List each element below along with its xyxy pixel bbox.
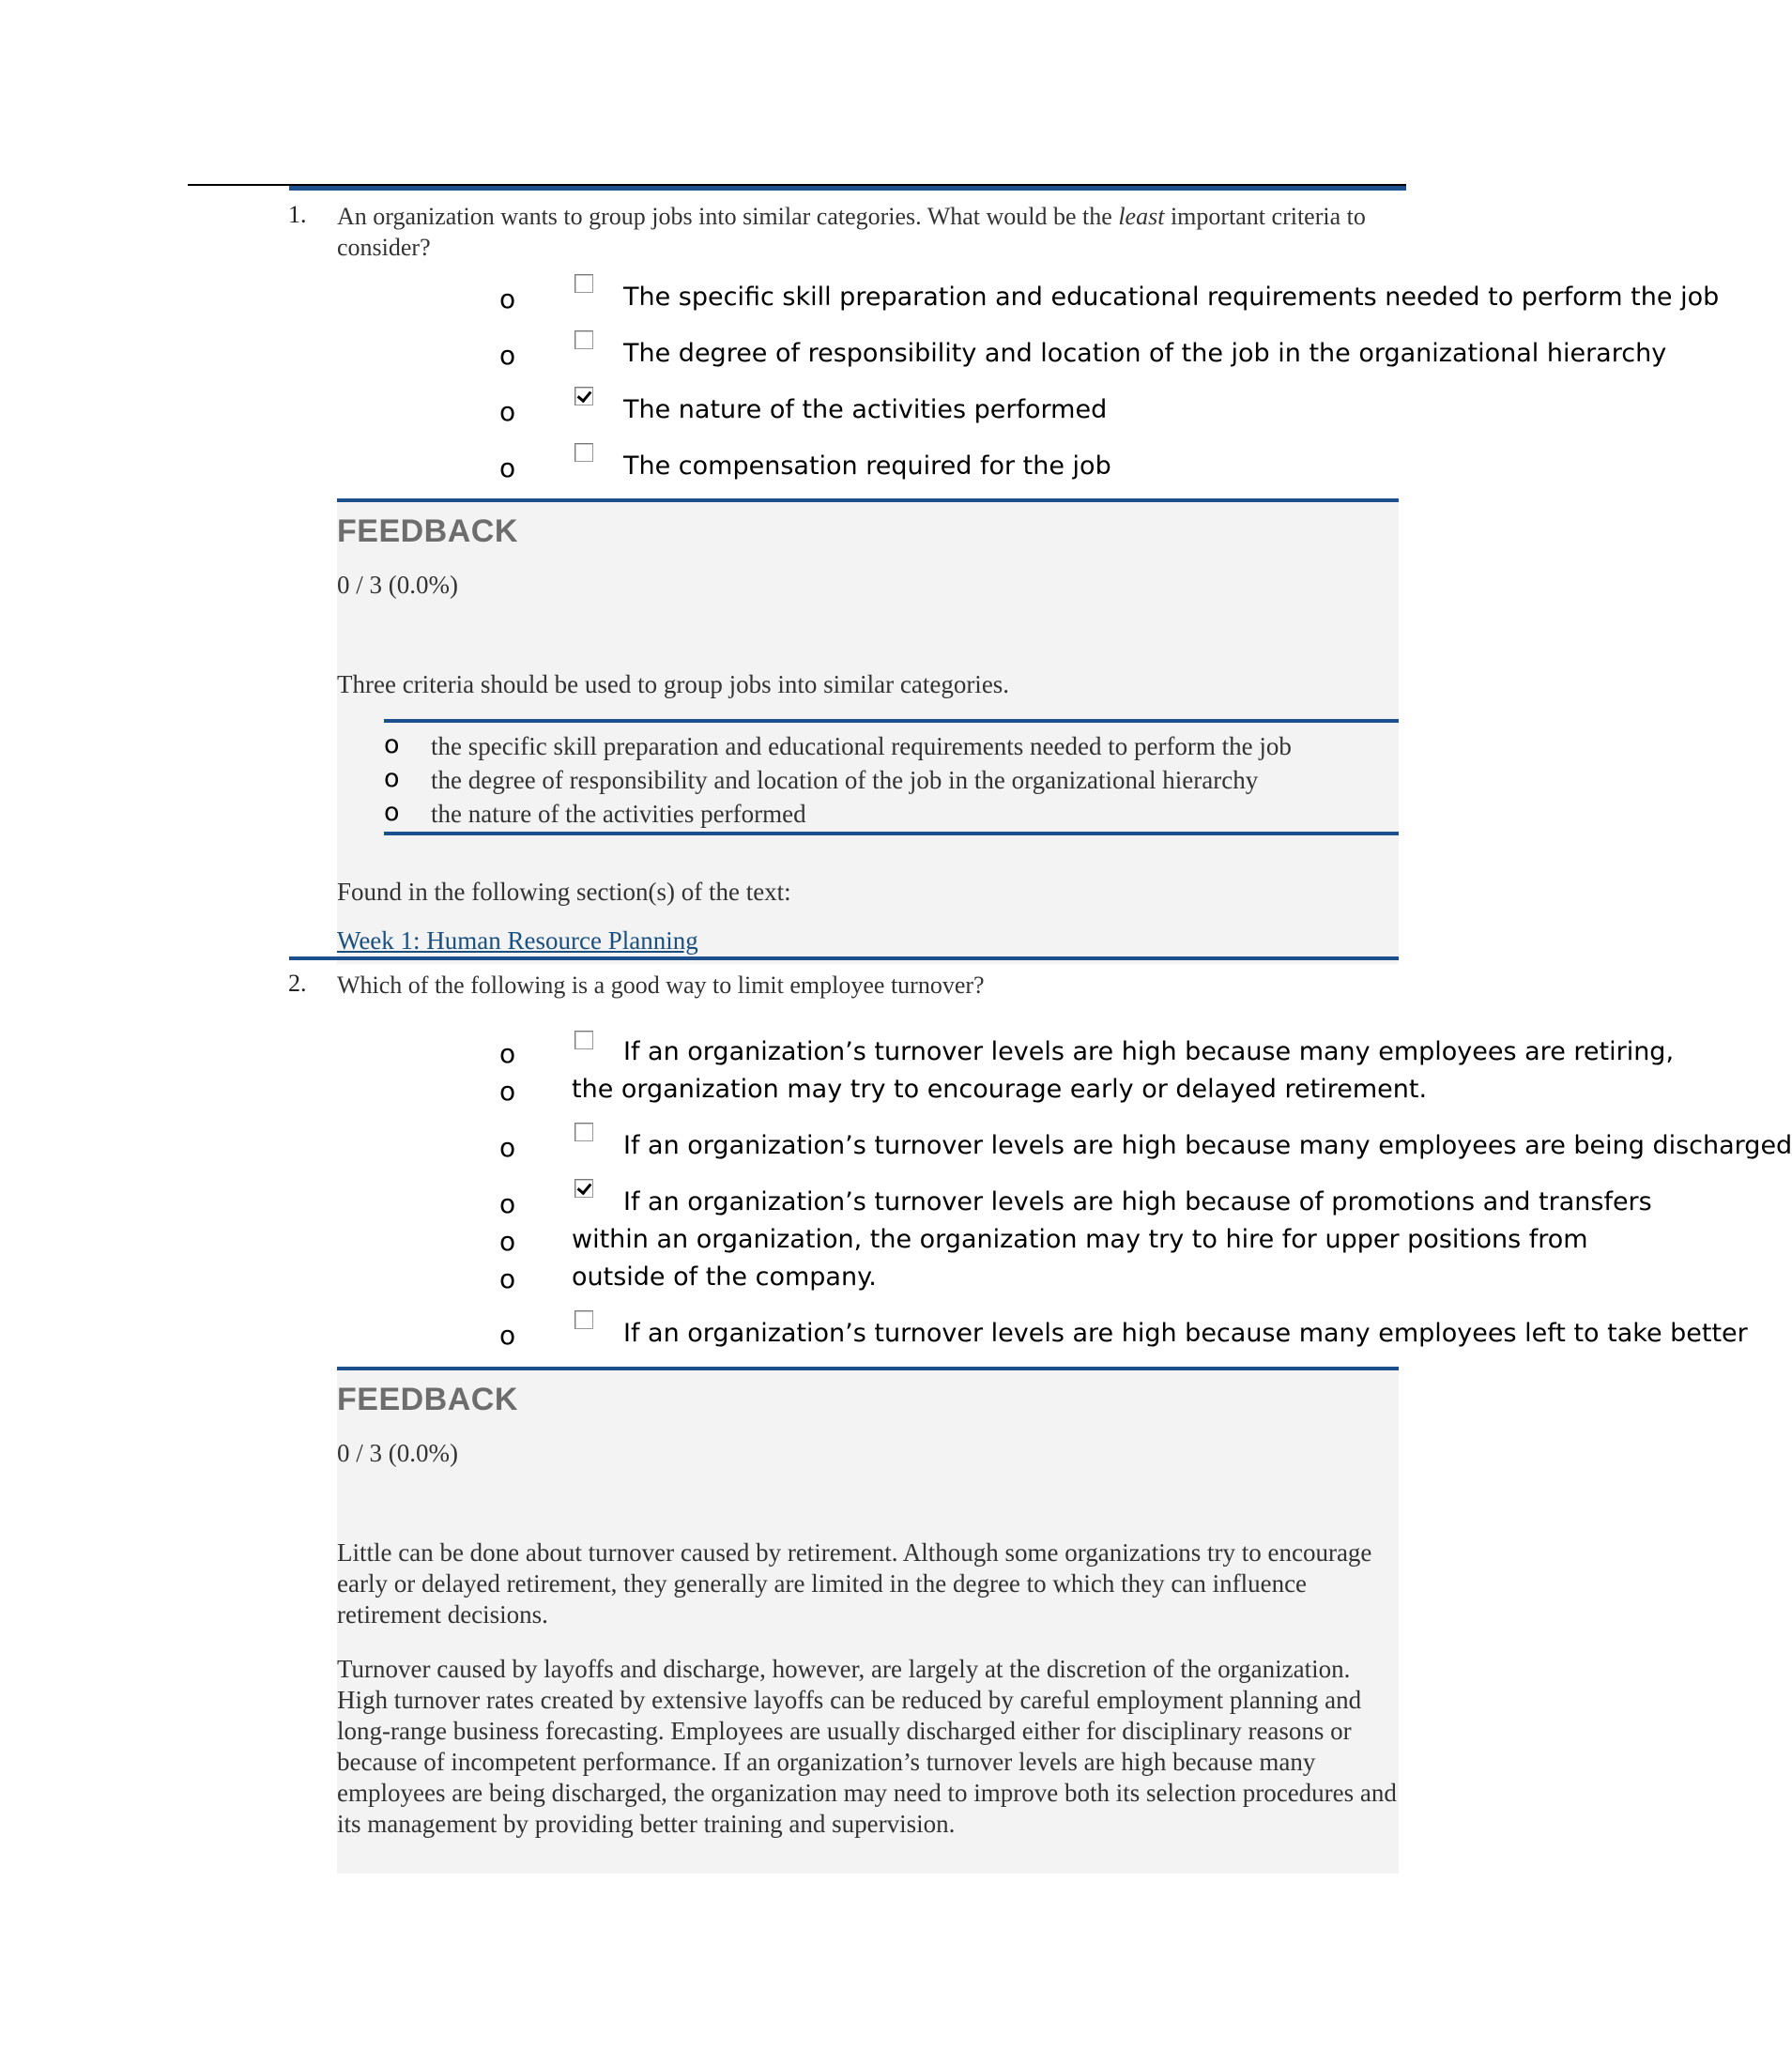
question-1-text-after: important criteria to consider? [337, 203, 1366, 261]
question-2-top-rule [289, 956, 1399, 960]
q2-option-1-checkbox[interactable] [574, 1031, 593, 1049]
q2-option-4-bullet: o [499, 1320, 516, 1351]
q1-option-3-bullet: o [499, 396, 516, 427]
q1-option-3-text: The nature of the activities performed [623, 395, 1108, 424]
q1-criteria-1-bullet: o [384, 730, 400, 759]
q1-criteria-2-text: the degree of responsibility and location of the job in the organizational hierarchy [431, 766, 1259, 794]
q2-option-2-checkbox[interactable] [574, 1123, 593, 1141]
q1-feedback-score: 0 / 3 (0.0%) [337, 571, 458, 599]
q2-option-3-cont-1-text: within an organization, the organization may try to hire for upper positions from [572, 1225, 1588, 1254]
q2-option-3-cont-1-bullet: o [499, 1226, 516, 1257]
q2-feedback-panel [337, 1367, 1399, 1874]
q2-option-1-cont-bullet: o [499, 1076, 516, 1107]
q1-option-4-bullet: o [499, 452, 516, 483]
q1-option-2-checkbox[interactable] [574, 330, 593, 349]
q2-option-3-text: If an organization’s turnover levels are high because of promotions and transfers [623, 1187, 1652, 1216]
q2-option-4-checkbox[interactable] [574, 1310, 593, 1329]
question-1-text [337, 201, 1398, 263]
q2-option-1-bullet: o [499, 1038, 516, 1069]
q1-criteria-1-text: the specific skill preparation and educational requirements needed to perform the job [431, 732, 1292, 760]
q1-option-2-bullet: o [499, 340, 516, 371]
q2-option-1-text: If an organization’s turnover levels are high because many employees are retiring, [623, 1037, 1675, 1066]
q1-criteria-3-bullet: o [384, 798, 400, 827]
q1-feedback-panel [337, 498, 1399, 964]
q2-option-1-cont-text: the organization may try to encourage early or delayed retirement. [572, 1075, 1428, 1104]
question-2-number: 2. [288, 970, 307, 997]
q2-option-2-text: If an organization’s turnover levels are high because many employees are being discharged [623, 1131, 1792, 1160]
q1-feedback-section-link[interactable]: Week 1: Human Resource Planning [337, 926, 698, 955]
q2-feedback-score: 0 / 3 (0.0%) [337, 1439, 458, 1467]
q1-option-3-checkbox[interactable] [574, 387, 593, 405]
q2-option-3-cont-2-bullet: o [499, 1263, 516, 1294]
q1-feedback-criteria-list [384, 719, 1399, 835]
q1-feedback-found-label: Found in the following section(s) of the text: [337, 878, 791, 906]
question-2-text: Which of the following is a good way to limit employee turnover? [337, 971, 985, 999]
question-1-number: 1. [288, 201, 307, 228]
question-1-text-emphasis: least [1118, 203, 1165, 230]
q1-option-1-text: The specific skill preparation and educational requirements needed to perform the job [623, 283, 1720, 312]
q2-feedback-title: FEEDBACK [337, 1382, 518, 1417]
q2-feedback-paragraph-1: Little can be done about turnover caused by retirement. Although some organizations try to encourage early or delayed retirement, they generally are limited in the degree to which they can influence retirement decisions. [337, 1538, 1372, 1629]
question-1-text-before: An organization wants to group jobs into similar categories. What would be the [337, 203, 1119, 230]
q2-option-3-bullet: o [499, 1188, 516, 1219]
q2-option-4-text: If an organization’s turnover levels are high because many employees left to take better [623, 1319, 1748, 1348]
q2-option-3-checkbox[interactable] [574, 1179, 593, 1198]
q2-option-2-bullet: o [499, 1132, 516, 1163]
q1-option-2-text: The degree of responsibility and location of the job in the organizational hierarchy [623, 339, 1667, 368]
question-1-top-rule [289, 186, 1406, 191]
q1-option-1-bullet: o [499, 283, 516, 314]
q1-option-4-text: The compensation required for the job [623, 451, 1111, 481]
q1-criteria-2-bullet: o [384, 764, 400, 793]
q2-option-3-cont-2-text: outside of the company. [572, 1262, 877, 1292]
q1-option-4-checkbox[interactable] [574, 443, 593, 462]
q1-criteria-3-text: the nature of the activities performed [431, 800, 806, 828]
q1-feedback-intro: Three criteria should be used to group jobs into similar categories. [337, 670, 1010, 698]
q1-feedback-title: FEEDBACK [337, 513, 518, 549]
q2-feedback-paragraph-2: Turnover caused by layoffs and discharge, however, are largely at the discretion of the organization. High turnover rates created by extensive layoffs can be reduced by careful employment planning and long-range business forecasting. Employees are usually discharged either for disciplinary reasons or because of incompetent performance. If an organization’s turnover levels are high because many employees are being discharged, the organization may need to improve both its selection procedures and its management by providing better training and supervision. [337, 1655, 1397, 1838]
q1-option-1-checkbox[interactable] [574, 274, 593, 293]
